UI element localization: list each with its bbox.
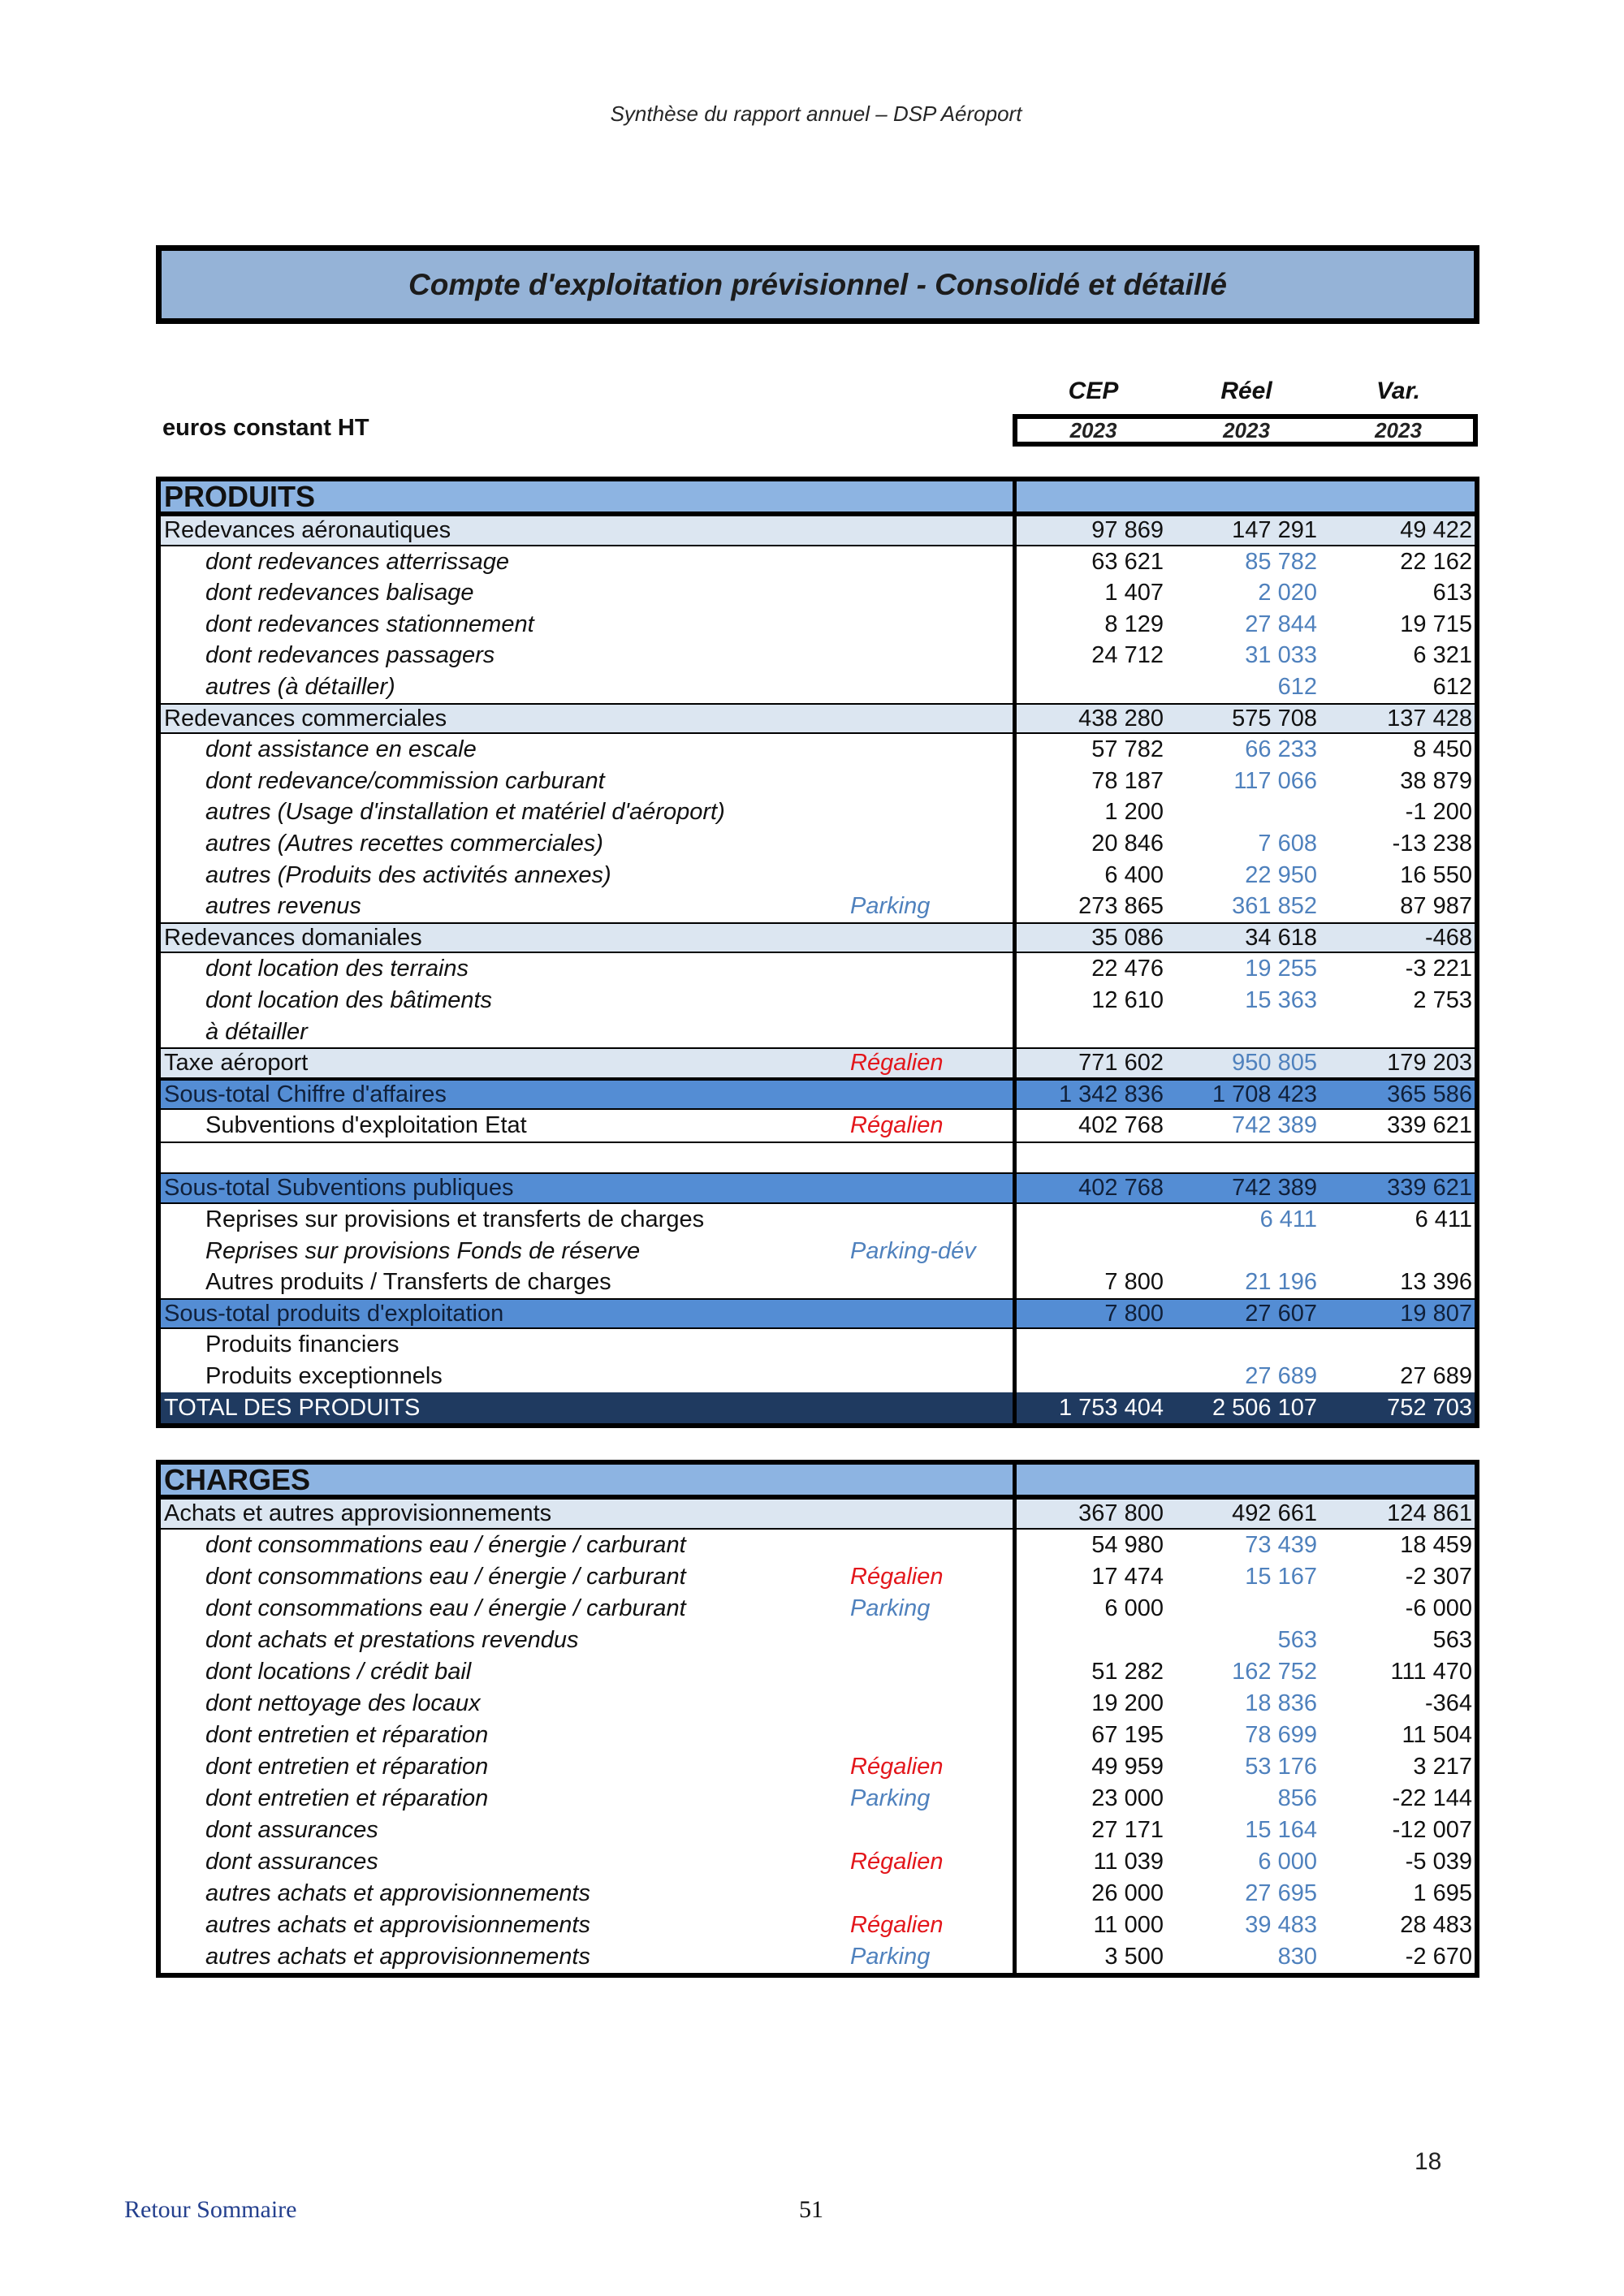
row-label-cell [161,828,1013,860]
reel-value: 15 167 [1245,1564,1317,1590]
reel-value: 742 389 [1232,1112,1317,1139]
plain-row [161,1110,1475,1142]
cep-value: 367 800 [1013,1500,1169,1528]
detail-row [161,640,1475,671]
cep-value: 6 000 [1013,1593,1169,1625]
reel-value: 18 836 [1245,1690,1317,1716]
reel-value: 6 411 [1259,1206,1317,1233]
reel-value: 612 [1277,673,1317,700]
reel-value: 2 506 107 [1212,1394,1317,1421]
plain-row [161,1329,1475,1361]
cep-value: 7 800 [1013,1300,1169,1328]
detail-row [161,1593,1475,1625]
detail-row [161,1236,1475,1267]
row-label-cell [161,924,1013,952]
var-value: 339 621 [1387,1175,1472,1202]
reel-value: 830 [1277,1944,1317,1970]
reel-value: 15 164 [1245,1817,1317,1843]
row-label: dont location des bâtiments [205,986,493,1013]
var-value: 8 450 [1413,736,1472,763]
var-value: 22 162 [1400,548,1472,575]
row-label: dont entretien et réparation [205,1785,489,1811]
detail-row [161,1941,1475,1973]
row-label-cell [161,1081,1013,1109]
section-title: PRODUITS [164,480,316,513]
row-label-cell [161,1561,1013,1593]
row-category-tag: Parking [850,1785,931,1811]
row-category-tag: Régalien [850,1849,944,1875]
produits-table [156,477,1479,1428]
cep-value: 54 980 [1013,1530,1169,1561]
cep-value: 8 129 [1013,609,1169,641]
row-label: dont redevances atterrissage [205,548,509,575]
row-category-tag: Régalien [850,1050,944,1077]
var-value: 137 428 [1387,705,1472,732]
reel-value: 78 699 [1245,1722,1317,1748]
detail-row [161,766,1475,797]
row-label-cell [161,1688,1013,1720]
cep-value: 11 000 [1013,1910,1169,1941]
row-label-cell [161,1593,1013,1625]
var-value: 49 422 [1400,517,1472,543]
row-label-cell [161,985,1013,1016]
var-value: 612 [1432,673,1472,700]
detail-row [161,1783,1475,1815]
back-to-summary-link[interactable]: Retour Sommaire [124,2196,297,2223]
row-label-cell [161,1143,1013,1173]
column-header-reel: Réel [1220,378,1272,404]
reel-value: 27 844 [1245,611,1317,637]
row-label-cell [161,1300,1013,1328]
row-label: Redevances aéronautiques [164,517,451,543]
var-value: 19 807 [1400,1300,1472,1327]
row-label-cell [161,1500,1013,1528]
row-label: dont consommations eau / énergie / carburant [205,1564,686,1590]
row-label: dont redevances balisage [205,580,474,606]
cep-value [1013,1143,1169,1173]
row-label: Produits exceptionnels [205,1363,443,1390]
cep-value: 273 865 [1013,891,1169,922]
row-label: Autres produits / Transferts de charges [205,1269,611,1296]
reel-value: 27 689 [1245,1363,1317,1390]
cep-value: 771 602 [1013,1049,1169,1077]
cep-value: 97 869 [1013,516,1169,545]
reel-value: 21 196 [1245,1269,1317,1296]
cep-value: 7 800 [1013,1267,1169,1298]
var-value: -364 [1424,1690,1472,1716]
group-row [161,515,1475,546]
var-value: -12 007 [1392,1817,1472,1843]
reel-value: 563 [1277,1627,1317,1653]
row-label-cell [161,1392,1013,1424]
reel-value: 492 661 [1232,1500,1317,1526]
cep-value: 3 500 [1013,1941,1169,1973]
var-value: 179 203 [1387,1050,1472,1077]
reel-value: 6 000 [1258,1849,1317,1875]
section-header-values [1013,1465,1475,1495]
row-label-cell [161,609,1013,641]
cep-value: 27 171 [1013,1815,1169,1846]
page-number: 18 [1415,2148,1442,2175]
reel-value: 27 695 [1245,1880,1317,1906]
unit-label: euros constant HT [162,415,369,441]
row-label-cell [161,1656,1013,1688]
row-label-cell [161,734,1013,766]
footer-page-number: 51 [799,2196,823,2223]
row-label-cell [161,1361,1013,1392]
row-label: Reprises sur provisions et transferts de charges [205,1206,705,1233]
var-value: 11 504 [1402,1722,1472,1748]
detail-row [161,1910,1475,1941]
reel-value [1169,1236,1324,1267]
row-label: autres achats et approvisionnements [205,1880,590,1906]
reel-value [1169,1143,1324,1173]
row-label: autres (Usage d'installation et matériel d'aéroport) [205,799,725,826]
detail-row [161,1878,1475,1910]
row-label: dont entretien et réparation [205,1754,489,1780]
row-label: autres (Produits des activités annexes) [205,861,611,888]
row-category-tag: Parking [850,1944,931,1970]
var-value: 339 621 [1387,1112,1472,1139]
detail-row [161,1625,1475,1656]
row-label: Sous-total Subventions publiques [164,1175,514,1202]
row-category-tag: Parking [850,1595,931,1621]
cep-value: 24 712 [1013,640,1169,671]
plain-row [161,1267,1475,1298]
row-label-cell [161,1751,1013,1783]
cep-value: 51 282 [1013,1656,1169,1688]
detail-row [161,1846,1475,1878]
row-label: dont redevances stationnement [205,611,534,637]
detail-row [161,1688,1475,1720]
var-value: 1 695 [1413,1880,1472,1906]
var-value: 111 470 [1390,1659,1472,1685]
var-value: 38 879 [1400,767,1472,794]
cep-value: 57 782 [1013,734,1169,766]
cep-value: 402 768 [1013,1174,1169,1202]
var-value: 752 703 [1387,1394,1472,1421]
section-header [161,481,1475,515]
row-label: dont assistance en escale [205,736,477,763]
group-row [161,1498,1475,1530]
section-title: CHARGES [164,1463,311,1496]
reel-value [1169,796,1324,828]
cep-value: 19 200 [1013,1688,1169,1720]
row-label: autres achats et approvisionnements [205,1944,590,1970]
charges-table [156,1460,1479,1978]
row-label: dont entretien et réparation [205,1722,489,1748]
detail-row [161,1815,1475,1846]
row-label: dont redevances passagers [205,642,495,669]
subtotal-row [161,1079,1475,1111]
reel-value: 19 255 [1245,956,1317,982]
plain-row [161,1361,1475,1392]
row-label-cell [161,1783,1013,1815]
row-label: Achats et autres approvisionnements [164,1500,552,1526]
cep-value: 67 195 [1013,1720,1169,1751]
row-label: Subventions d'exploitation Etat [205,1112,527,1139]
row-label-cell [161,1049,1013,1077]
var-value [1324,1236,1475,1267]
cep-value: 35 086 [1013,924,1169,952]
row-label: dont assurances [205,1817,378,1843]
cep-value [1013,1625,1169,1656]
var-value: 2 753 [1413,986,1472,1013]
var-value: 124 861 [1387,1500,1472,1526]
detail-row [161,985,1475,1016]
cep-value [1013,671,1169,703]
var-value [1324,1329,1475,1361]
row-label-cell [161,671,1013,703]
var-value: 613 [1432,580,1472,606]
var-value: 87 987 [1400,893,1472,920]
cep-value [1013,1236,1169,1267]
detail-row [161,860,1475,891]
cep-value: 1 407 [1013,577,1169,609]
detail-row [161,671,1475,703]
row-label: TOTAL DES PRODUITS [164,1394,421,1421]
row-label: dont achats et prestations revendus [205,1627,579,1653]
row-label: dont location des terrains [205,956,469,982]
report-title: Compte d'exploitation prévisionnel - Consolidé et détaillé [408,267,1227,301]
reel-value [1169,1593,1324,1625]
var-value: -5 039 [1405,1849,1472,1875]
var-value: -13 238 [1392,830,1472,857]
row-label-cell [161,1267,1013,1298]
section-header [161,1465,1475,1498]
cep-value: 17 474 [1013,1561,1169,1593]
cep-value: 438 280 [1013,705,1169,733]
var-value: -1 200 [1405,799,1472,826]
reel-value: 742 389 [1232,1175,1317,1202]
detail-row [161,1016,1475,1048]
row-label-cell [161,891,1013,922]
row-category-tag: Régalien [850,1912,944,1938]
row-label-cell [161,1910,1013,1941]
group-row [161,1047,1475,1079]
cep-value [1013,1361,1169,1392]
detail-row [161,1720,1475,1751]
cep-value: 63 621 [1013,546,1169,578]
detail-row [161,734,1475,766]
cep-value: 20 846 [1013,828,1169,860]
subtotal-row [161,1172,1475,1204]
row-label-cell [161,1236,1013,1267]
cep-value: 23 000 [1013,1783,1169,1815]
row-label-cell [161,1204,1013,1236]
reel-value: 85 782 [1245,548,1317,575]
var-value: -6 000 [1405,1595,1472,1621]
row-label: Taxe aéroport [164,1050,309,1077]
reel-value: 39 483 [1245,1912,1317,1938]
var-value: 16 550 [1400,861,1472,888]
detail-row [161,1561,1475,1593]
year-header-box [1013,414,1478,447]
cep-value [1013,1204,1169,1236]
row-category-tag: Parking-dév [850,1237,976,1264]
reel-value: 66 233 [1245,736,1317,763]
reel-value: 117 066 [1233,767,1317,794]
produits-rows [161,515,1475,1423]
row-label-cell [161,546,1013,578]
var-value: 6 411 [1415,1206,1472,1233]
var-value: 28 483 [1400,1912,1472,1938]
var-value: -3 221 [1405,956,1472,982]
var-value: -468 [1424,924,1472,951]
row-label-cell [161,796,1013,828]
reel-value: 162 752 [1232,1659,1317,1685]
var-value: 18 459 [1400,1532,1472,1558]
cep-value: 78 187 [1013,766,1169,797]
spacer-row [161,1142,1475,1173]
var-value: -22 144 [1392,1785,1472,1811]
var-value: 365 586 [1387,1081,1472,1107]
var-value [1324,1143,1475,1173]
group-row [161,922,1475,954]
reel-value: 31 033 [1245,642,1317,669]
row-label-cell [161,1174,1013,1202]
year-var: 2023 [1375,418,1422,442]
detail-row [161,796,1475,828]
cep-value: 26 000 [1013,1878,1169,1910]
row-category-tag: Régalien [850,1112,944,1139]
row-label-cell [161,1941,1013,1973]
row-category-tag: Régalien [850,1564,944,1590]
reel-value [1169,1016,1324,1048]
cep-value: 22 476 [1013,953,1169,985]
row-label: autres (à détailler) [205,673,395,700]
row-label: dont locations / crédit bail [205,1659,472,1685]
row-label-cell [161,766,1013,797]
var-value: -2 307 [1405,1564,1472,1590]
total-row [161,1392,1475,1424]
column-headers [1017,377,1473,406]
row-label: autres achats et approvisionnements [205,1912,590,1938]
detail-row [161,546,1475,578]
cep-value: 11 039 [1013,1846,1169,1878]
reel-value: 73 439 [1245,1532,1317,1558]
cep-value: 1 200 [1013,796,1169,828]
detail-row [161,891,1475,922]
row-label: dont consommations eau / énergie / carburant [205,1595,686,1621]
detail-row [161,953,1475,985]
row-category-tag: Parking [850,893,931,920]
row-label: à détailler [205,1018,308,1045]
reel-value: 1 708 423 [1212,1081,1317,1107]
reel-value: 7 608 [1258,830,1317,857]
row-label: autres revenus [205,893,361,920]
detail-row [161,1751,1475,1783]
reel-value: 147 291 [1232,517,1317,543]
detail-row [161,1530,1475,1561]
row-label-cell [161,1110,1013,1142]
row-label: dont nettoyage des locaux [205,1690,481,1716]
reel-value: 361 852 [1232,893,1317,920]
row-label: Sous-total Chiffre d'affaires [164,1081,447,1107]
year-cep: 2023 [1069,418,1117,442]
column-header-cep: CEP [1068,378,1119,404]
var-value: 6 321 [1413,642,1472,669]
reel-value: 22 950 [1245,861,1317,888]
row-category-tag: Régalien [850,1754,944,1780]
detail-row [161,577,1475,609]
reel-value: 950 805 [1232,1050,1317,1077]
cep-value [1013,1329,1169,1361]
plain-row [161,1204,1475,1236]
cep-value: 12 610 [1013,985,1169,1016]
row-label: Redevances domaniales [164,924,422,951]
row-label: Reprises sur provisions Fonds de réserve [205,1237,641,1264]
reel-value: 575 708 [1232,705,1317,732]
subtotal-row [161,1298,1475,1330]
var-value: 27 689 [1400,1363,1472,1390]
cep-value: 402 768 [1013,1110,1169,1142]
row-label-cell [161,1815,1013,1846]
var-value: -2 670 [1405,1944,1472,1970]
year-reel: 2023 [1223,418,1270,442]
row-label-cell [161,1720,1013,1751]
row-label: dont consommations eau / énergie / carburant [205,1532,686,1558]
row-label: Produits financiers [205,1331,400,1358]
row-label-cell [161,1625,1013,1656]
row-label-cell [161,860,1013,891]
group-row [161,703,1475,735]
row-label-cell [161,953,1013,985]
detail-row [161,1656,1475,1688]
detail-row [161,609,1475,641]
row-label-cell [161,1878,1013,1910]
detail-row [161,828,1475,860]
reel-value: 34 618 [1245,924,1317,951]
cep-value: 1 753 404 [1013,1392,1169,1424]
column-header-var: Var. [1376,378,1420,404]
cep-value [1013,1016,1169,1048]
reel-value: 15 363 [1245,986,1317,1013]
var-value [1324,1016,1475,1048]
section-header-values [1013,481,1475,511]
cep-value: 6 400 [1013,860,1169,891]
cep-value: 49 959 [1013,1751,1169,1783]
row-label: autres (Autres recettes commerciales) [205,830,603,857]
row-label-cell [161,516,1013,545]
cep-value: 1 342 836 [1013,1081,1169,1109]
running-header: Synthèse du rapport annuel – DSP Aéroport [610,101,1022,126]
row-label: Redevances commerciales [164,705,447,732]
row-label: dont assurances [205,1849,378,1875]
reel-value: 856 [1277,1785,1317,1811]
var-value: 3 217 [1413,1754,1472,1780]
var-value: 19 715 [1400,611,1472,637]
row-label-cell [161,1530,1013,1561]
reel-value: 2 020 [1258,580,1317,606]
reel-value: 27 607 [1245,1300,1317,1327]
reel-value: 53 176 [1245,1754,1317,1780]
var-value: 13 396 [1400,1269,1472,1296]
reel-value [1169,1329,1324,1361]
row-label: Sous-total produits d'exploitation [164,1300,504,1327]
row-label-cell [161,640,1013,671]
row-label-cell [161,1846,1013,1878]
row-label-cell [161,1329,1013,1361]
charges-rows [161,1498,1475,1973]
row-label: dont redevance/commission carburant [205,767,605,794]
row-label-cell [161,705,1013,733]
var-value: 563 [1432,1627,1472,1653]
report-title-box [156,245,1479,324]
row-label-cell [161,577,1013,609]
row-label-cell [161,1016,1013,1048]
